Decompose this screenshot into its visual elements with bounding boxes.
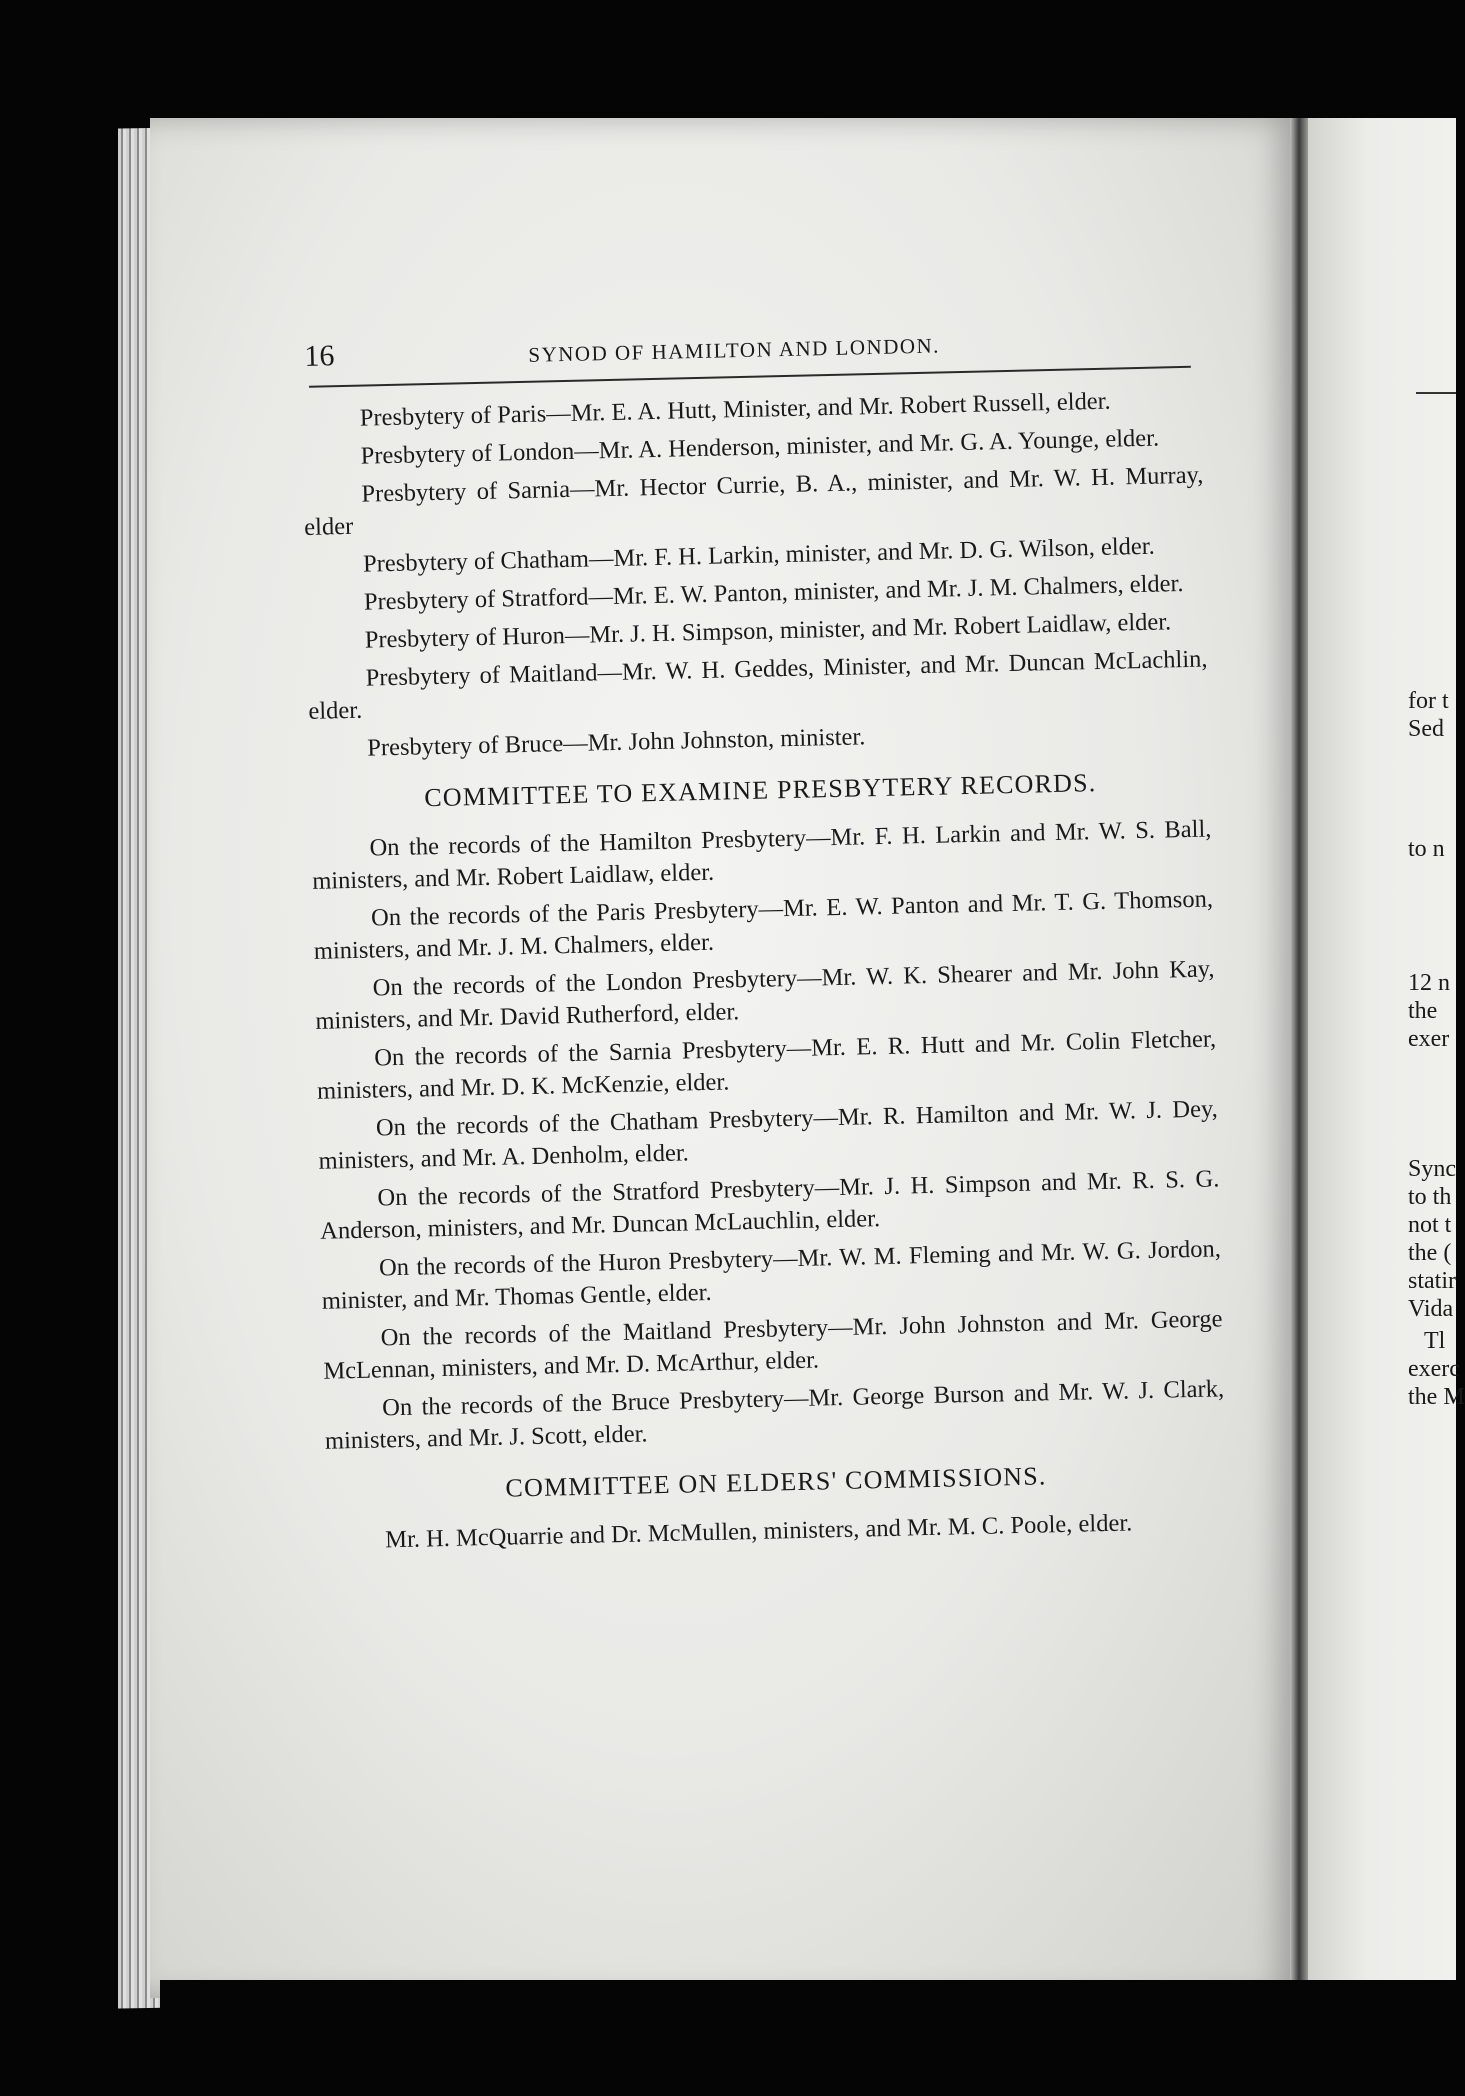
facing-line: Vida <box>1408 1296 1454 1322</box>
facing-line: 12 n <box>1408 970 1450 996</box>
facing-line: the <box>1408 998 1438 1024</box>
records-entry: On the records of the Bruce Presbytery—Mr. George Burson and Mr. W. J. Clark, ministers, and Mr. J. Scott, elder. <box>324 1375 1225 1455</box>
delegate-entry: Presbytery of Bruce—Mr. John Johnston, minister. <box>366 723 866 762</box>
facing-line: exer <box>1408 1026 1450 1052</box>
records-entry: On the records of the Stratford Presbytery—Mr. J. H. Simpson and Mr. R. S. G. Anderson, ministers, and Mr. Duncan McLauchlin, elder. <box>319 1165 1220 1245</box>
delegate-entry: Presbytery of Chatham—Mr. F. H. Larkin, minister, and Mr. D. G. Wilson, elder. <box>362 532 1155 578</box>
records-entry: On the records of the Sarnia Presbytery—Mr. E. R. Hutt and Mr. Colin Fletcher, ministers, and Mr. D. K. McKenzie, elder. <box>316 1025 1217 1105</box>
facing-line: for t <box>1408 688 1449 714</box>
elders-committee-heading: COMMITTEE ON ELDERS' COMMISSIONS. <box>505 1461 1047 1503</box>
delegate-entry: Presbytery of London—Mr. A. Henderson, minister, and Mr. G. A. Younge, elder. <box>360 424 1160 470</box>
records-entry: On the records of the Paris Presbytery—Mr. E. W. Panton and Mr. T. G. Thomson, ministers, and Mr. J. M. Chalmers, elder. <box>313 885 1214 965</box>
records-entry: On the records of the Hamilton Presbytery—Mr. F. H. Larkin and Mr. W. S. Ball, ministers, and Mr. Robert Laidlaw, elder. <box>311 815 1212 895</box>
facing-line: Sed <box>1408 716 1444 742</box>
delegate-entry: Presbytery of Maitland—Mr. W. H. Geddes, Minister, and Mr. Duncan McLachlin, elder. <box>308 645 1208 725</box>
elders-entry: Mr. H. McQuarrie and Dr. McMullen, ministers, and Mr. M. C. Poole, elder. <box>384 1509 1133 1554</box>
right-page <box>1308 118 1456 1998</box>
records-entry: On the records of the Huron Presbytery—Mr. W. M. Fleming and Mr. W. G. Jordon, minister, and Mr. Thomas Gentle, elder. <box>321 1235 1222 1315</box>
records-committee-heading: COMMITTEE TO EXAMINE PRESBYTERY RECORDS. <box>423 768 1097 813</box>
delegate-entry: Presbytery of Stratford—Mr. E. W. Panton, minister, and Mr. J. M. Chalmers, elder. <box>363 570 1184 616</box>
facing-line: to th <box>1408 1184 1452 1210</box>
records-entry: On the records of the Chatham Presbytery—Mr. R. Hamilton and Mr. W. J. Dey, ministers, and Mr. A. Denholm, elder. <box>318 1095 1218 1175</box>
running-title: SYNOD OF HAMILTON AND LONDON. <box>528 333 941 367</box>
records-entry: On the records of the London Presbytery—Mr. W. K. Shearer and Mr. John Kay, ministers, and Mr. David Rutherford, elder. <box>315 955 1215 1035</box>
facing-page-rule <box>1416 392 1456 394</box>
facing-line: the ( <box>1408 1240 1452 1266</box>
scan-background <box>160 1980 1456 2096</box>
facing-line: Sync <box>1408 1156 1456 1182</box>
delegate-entry: Presbytery of Paris—Mr. E. A. Hutt, Minister, and Mr. Robert Russell, elder. <box>359 387 1111 432</box>
book-gutter <box>1290 118 1308 1998</box>
page-content <box>300 320 1228 1564</box>
facing-line: exerc <box>1408 1356 1460 1382</box>
facing-line: Tl <box>1424 1328 1446 1354</box>
facing-line: not t <box>1408 1212 1452 1238</box>
facing-line: statir <box>1408 1268 1456 1294</box>
delegate-entry: Presbytery of Huron—Mr. J. H. Simpson, minister, and Mr. Robert Laidlaw, elder. <box>364 608 1172 654</box>
page-number: 16 <box>303 339 335 373</box>
facing-line: to n <box>1408 836 1445 862</box>
records-entry: On the records of the Maitland Presbytery—Mr. John Johnston and Mr. George McLennan, ministers, and Mr. D. McArthur, elder. <box>323 1305 1223 1385</box>
facing-line: the M <box>1408 1384 1465 1410</box>
delegate-entry: Presbytery of Sarnia—Mr. Hector Currie, B. A., minister, and Mr. W. H. Murray, elder <box>303 461 1204 541</box>
